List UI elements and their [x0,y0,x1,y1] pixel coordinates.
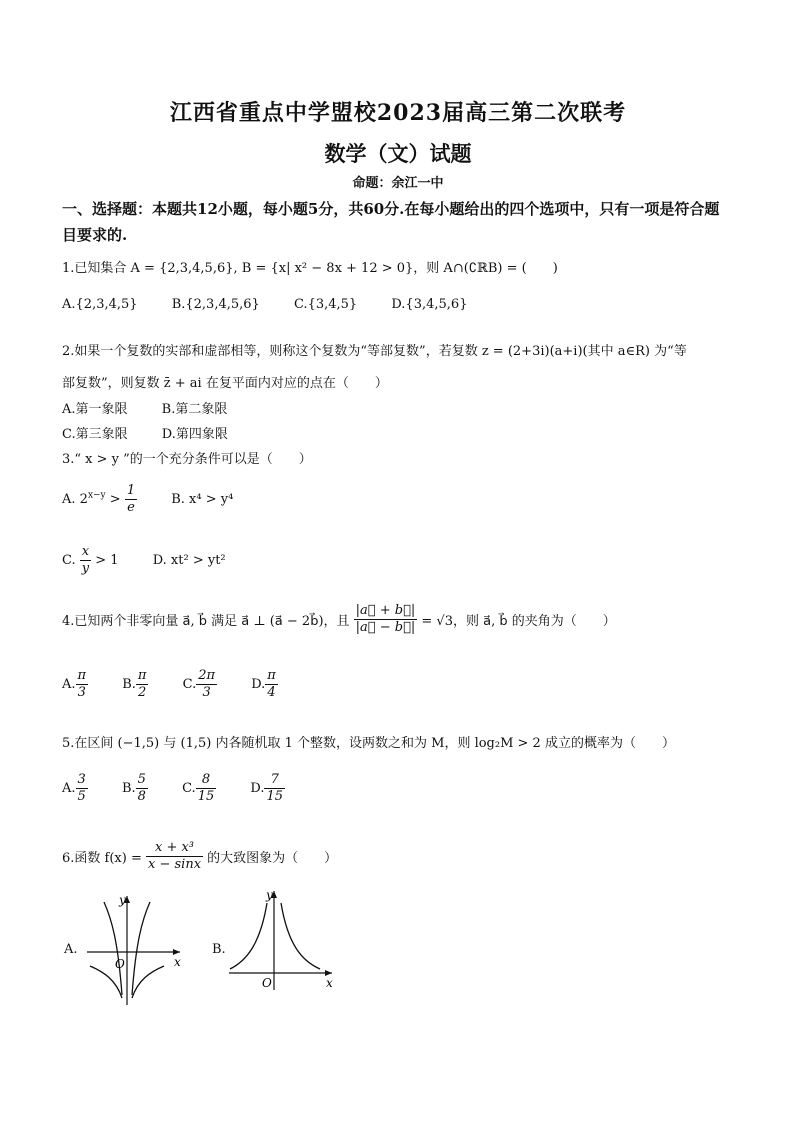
q5-options [62,772,315,805]
q4-option-a-label: A. [62,677,76,692]
q4-stem-before: 4.已知两个非零向量 a⃗, b⃗ 满足 a⃗ ⊥ (a⃗ − 2b⃗)，且 [62,614,350,629]
q5-option-a-num: 3 [77,772,86,787]
q5-option-a [62,772,88,805]
q4-option-b-den: 2 [138,685,147,700]
q6-stem [62,840,337,873]
q2-option-b: B.第二象限 [161,402,228,417]
q5-option-c-den: 15 [197,789,215,804]
q5-option-a-label: A. [62,781,76,796]
exam-title: 江西省重点中学盟校2023届高三第二次联考 [169,100,627,126]
q4-option-b [122,668,148,701]
q4-option-d-num: π [267,668,276,683]
q3-option-a-den: e [127,500,135,515]
q4-option-b-fraction [136,668,149,701]
q4-option-d-fraction [265,668,278,701]
q6-graph-b-x-label: x [326,976,333,990]
q5-option-a-fraction [76,772,88,805]
q4-stem-after: = √3，则 a⃗, b⃗ 的夹角为（ ） [421,614,616,629]
q6-graph-b-y-label: y [266,888,273,902]
q4-option-c-fraction [196,668,217,701]
q3-option-c-suffix: > 1 [91,553,119,568]
q3-option-c-den: y [81,561,90,576]
q5-option-b-num: 5 [137,772,146,787]
q4-option-c [183,668,217,701]
q5-option-b-label: B. [121,781,136,796]
q5-option-d-num: 7 [264,772,285,789]
q4-option-d-den: 4 [267,685,276,700]
q2-options-row1 [62,398,257,417]
q2-option-d: D.第四象限 [161,427,228,442]
q2-options-row2 [62,423,258,442]
q3-option-a-base: A. 2 [62,492,88,507]
q4-option-b-num: π [137,668,147,683]
q1-option-c: C.{3,4,5} [293,297,358,312]
q6-stem-num: x + x³ [146,840,203,857]
q3-options-row1 [62,483,263,516]
q3-option-c-num: x [80,544,91,561]
q4-option-d [251,668,278,701]
q4-stem [62,603,616,636]
q2-stem-line1: 2.如果一个复数的实部和虚部相等，则称这个复数为“等部复数”，若复数 z = (2+3i)(a+i)(其中 a∈R) 为“等 [62,344,687,359]
q2-stem-line2: 部复数”，则复数 z̄ + ai 在复平面内对应的点在（ ） [62,376,388,391]
q6-graph-a-label: A. [64,942,78,957]
exam-author: 命题：余江一中 [352,176,444,191]
q3-options-row2 [62,544,256,577]
q6-graph-b-label: B. [212,942,226,957]
q3-option-a [62,483,137,516]
exam-subtitle: 数学（文）试题 [324,141,472,166]
q6-stem-before: 6.函数 f(x) = [62,851,142,866]
q5-option-d [250,772,285,805]
q5-option-d-label: D. [250,781,265,796]
q6-graph-b-origin: O [262,976,272,990]
q5-option-c-label: C. [182,781,196,796]
q5-option-b [122,772,148,805]
q4-option-a [62,668,88,701]
q2-option-a: A.第一象限 [62,402,128,417]
q2-option-c: C.第三象限 [62,427,128,442]
q3-option-a-fraction [125,483,137,516]
q5-option-b-den: 8 [137,789,146,804]
q1-option-a: A.{2,3,4,5} [62,297,138,312]
q5-option-d-fraction [264,772,285,805]
q6-graph-a-y-label: y [119,893,126,907]
q3-option-c [62,544,119,577]
q3-option-c-label: C. [62,553,76,568]
q1-option-b: B.{2,3,4,5,6} [171,297,260,312]
q3-option-c-fraction [80,544,91,577]
q4-stem-den: |a⃗ − b⃗| [355,620,416,635]
q4-option-a-den: 3 [77,685,86,700]
q6-graph-b [224,885,404,995]
q3-option-b: B. x⁴ > y⁴ [171,492,234,507]
q5-option-c-num: 8 [196,772,217,789]
q4-option-c-den: 3 [202,685,211,700]
q4-option-a-fraction [76,668,89,701]
section-heading: 一、选择题：本题共12小题，每小题5分，共60分.在每小题给出的四个选项中，只有一项是符合题目要求的. [62,200,720,244]
q6-stem-den: x − sinx [148,857,202,872]
q5-option-a-den: 5 [77,789,86,804]
q1-option-d: D.{3,4,5,6} [391,297,468,312]
q4-stem-fraction [354,603,418,636]
q3-option-a-num: 1 [126,483,136,498]
q6-graph-a-origin: O [115,957,125,971]
q6-stem-fraction [146,840,203,873]
q4-option-c-num: 2π [198,668,216,683]
q5-option-c [182,772,216,805]
q6-graph-a-x-label: x [174,955,181,969]
q1-options [62,297,497,312]
q4-option-a-num: π [77,668,87,683]
q5-option-b-fraction [136,772,148,805]
q4-option-c-label: C. [182,677,197,692]
q4-stem-num: |a⃗ + b⃗| [355,603,416,618]
q3-stem: 3.“ x > y ”的一个充分条件可以是（ ） [62,452,312,467]
q4-option-d-label: D. [251,677,266,692]
q3-option-a-exponent: x−y [87,490,106,501]
q3-option-a-gt: > [105,492,125,507]
q5-option-d-den: 15 [266,789,284,804]
q5-stem: 5.在区间 (−1,5) 与 (1,5) 内各随机取 1 个整数，设两数之和为 M，则 log₂M > 2 成立的概率为（ ） [62,736,675,751]
q4-options [62,668,308,701]
q4-option-b-label: B. [122,677,136,692]
q6-stem-after: 的大致图象为（ ） [207,851,338,866]
q5-option-c-fraction [196,772,217,805]
q1-stem: 1.已知集合 A = {2,3,4,5,6}, B = {x| x² − 8x + 12 > 0}，则 A∩(∁ℝB) = ( ) [62,261,558,276]
q3-option-d: D. xt² > yt² [152,553,226,568]
